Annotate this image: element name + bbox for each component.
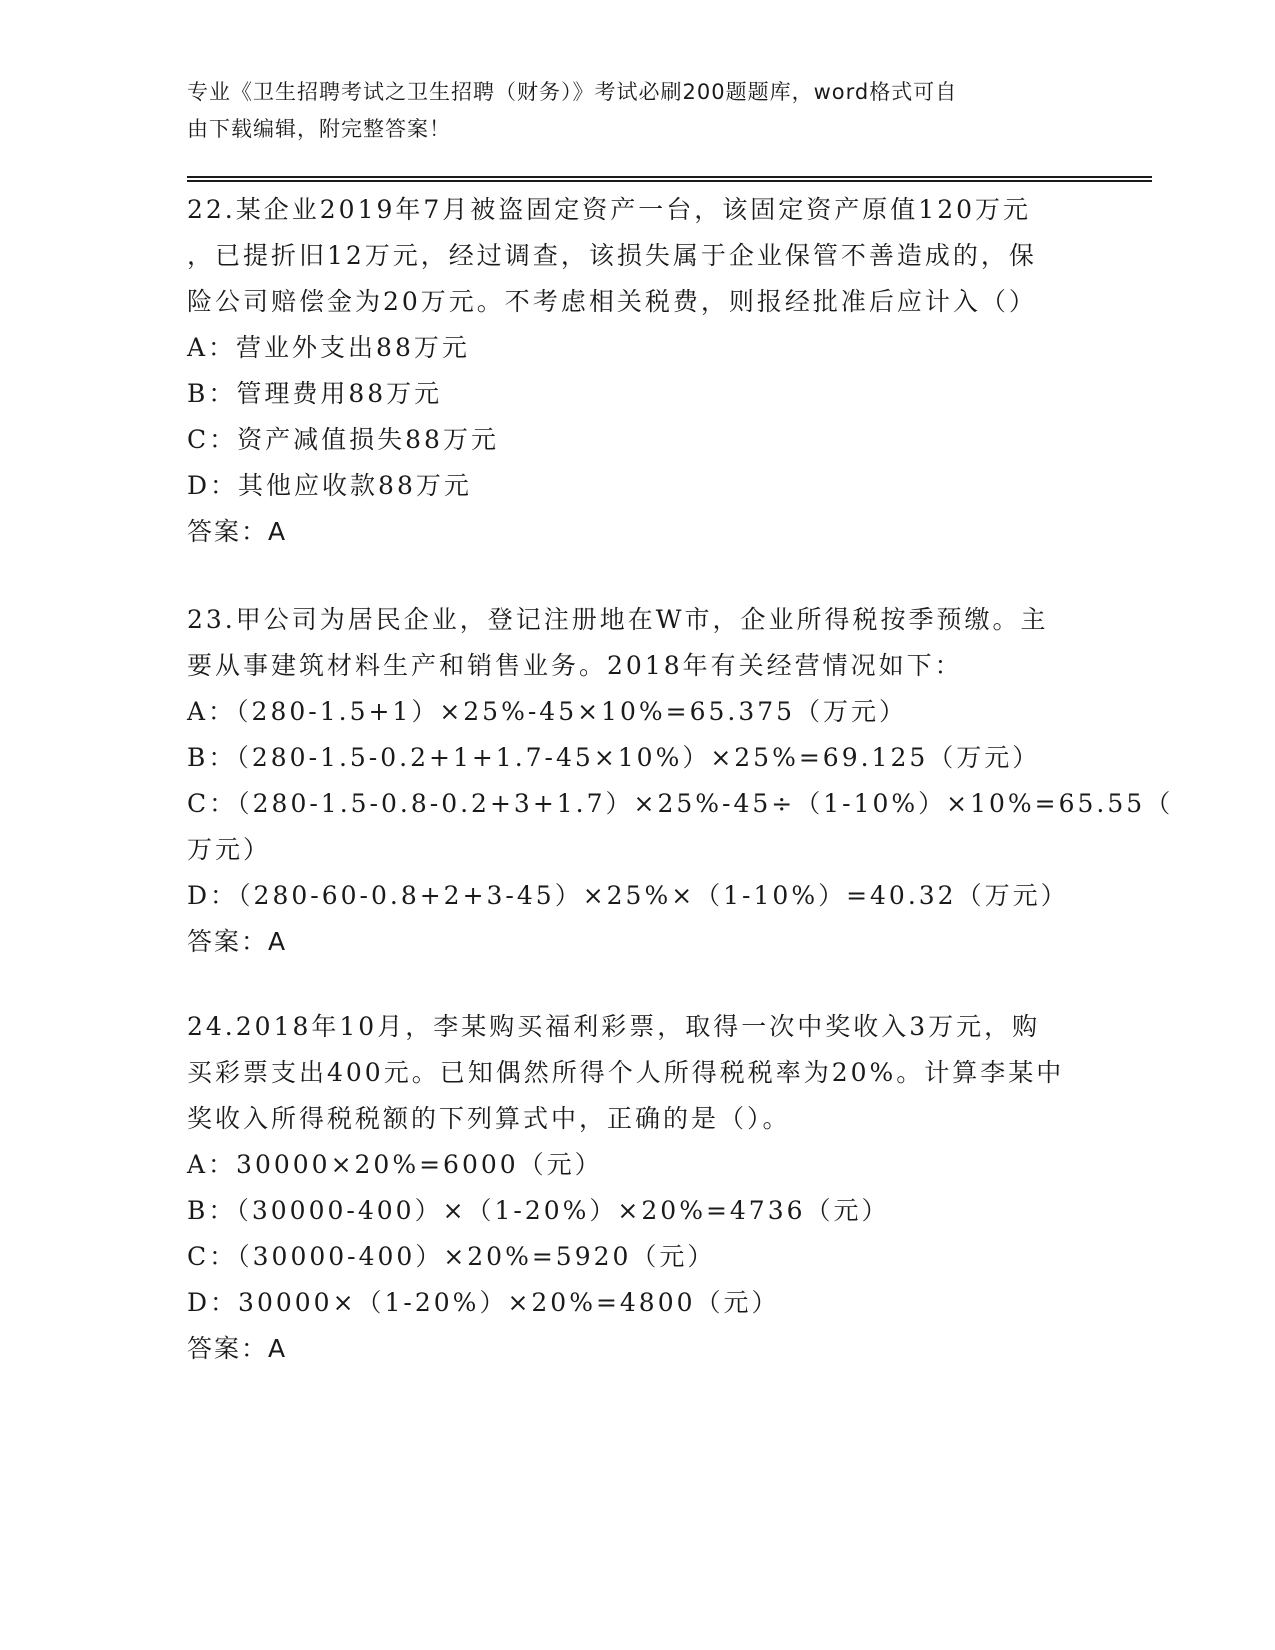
question-stem-line: 23.甲公司为居民企业，登记注册地在W市，企业所得税按季预缴。主 (187, 605, 1049, 634)
question-stem-line: 险公司赔偿金为20万元。不考虑相关税费，则报经批准后应计入（） (187, 287, 1037, 316)
answer-line: 答案：A (187, 517, 288, 546)
option-a: A：营业外支出88万元 (187, 333, 470, 362)
option-c: C：资产减值损失88万元 (187, 425, 499, 454)
option-d: D：（280-60-0.8+2+3-45）×25%×（1-10%）=40.32（万元） (187, 881, 1069, 910)
option-d: D：30000×（1-20%）×20%=4800（元） (187, 1288, 780, 1317)
option-b: B：（280-1.5-0.2+1+1.7-45×10%）×25%=69.125（万元） (187, 743, 1041, 772)
document-header (187, 74, 1067, 148)
question-stem-line: 买彩票支出400元。已知偶然所得个人所得税税率为20%。计算李某中 (187, 1058, 1065, 1087)
question-stem-line: 24.2018年10月，李某购买福利彩票，取得一次中奖收入3万元，购 (187, 1012, 1041, 1041)
option-b: B：（30000-400）×（1-20%）×20%=4736（元） (187, 1196, 890, 1225)
header-divider (187, 176, 1152, 182)
answer-line: 答案：A (187, 1334, 288, 1363)
question-stem-line: 要从事建筑材料生产和销售业务。2018年有关经营情况如下： (187, 651, 963, 680)
question-24 (187, 1004, 1077, 1372)
header-line-1: 专业《卫生招聘考试之卫生招聘（财务）》考试必刷200题题库，word格式可自 (187, 80, 958, 104)
option-d: D：其他应收款88万元 (187, 471, 472, 500)
question-22 (187, 187, 1077, 555)
question-23 (187, 597, 1174, 965)
option-c: C：（30000-400）×20%=5920（元） (187, 1242, 716, 1271)
answer-line: 答案：A (187, 927, 288, 956)
option-a: A：30000×20%=6000（元） (187, 1150, 603, 1179)
question-stem-line: 22.某企业2019年7月被盗固定资产一台，该固定资产原值120万元 (187, 195, 1032, 224)
option-c: C：（280-1.5-0.8-0.2+3+1.7）×25%-45÷（1-10%）×10%=65.55（ (187, 789, 1174, 818)
option-c-continued: 万元） (187, 835, 272, 864)
question-stem-line: ，已提折旧12万元，经过调查，该损失属于企业保管不善造成的，保 (187, 241, 1037, 270)
option-b: B：管理费用88万元 (187, 379, 443, 408)
option-a: A：（280-1.5+1）×25%-45×10%=65.375（万元） (187, 697, 908, 726)
header-line-2: 由下载编辑，附完整答案！ (187, 117, 451, 141)
question-stem-line: 奖收入所得税税额的下列算式中，正确的是（）。 (187, 1104, 791, 1133)
